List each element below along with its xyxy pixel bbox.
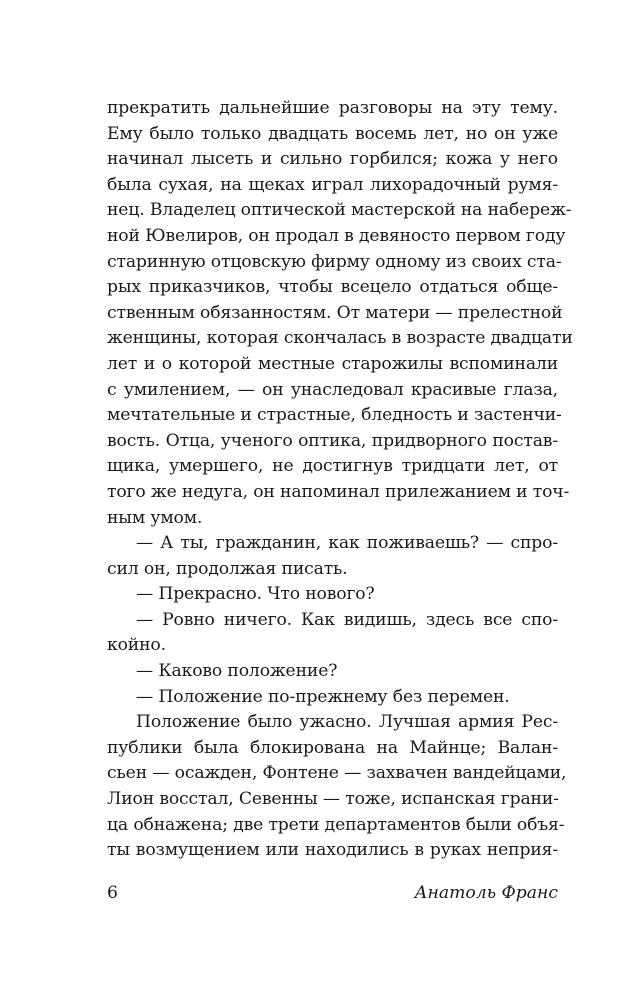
text-line: женщины, которая скончалась в возрасте двадцати — [107, 328, 573, 349]
page-number: 6 — [107, 883, 118, 903]
text-line: публики была блокирована на Майнце; Валан- — [107, 737, 558, 758]
text-line: мечтательные и страстные, бледность и застенчи- — [107, 405, 562, 426]
text-line: Лион восстал, Севенны — тоже, испанская грани- — [107, 789, 559, 810]
text-line: сьен — осажден, Фонтене — захвачен вандейцами, — [107, 763, 567, 784]
running-head-author: Анатоль Франс — [414, 883, 558, 903]
text-line: сил он, продолжая писать. — [107, 558, 348, 579]
text-line: — А ты, гражданин, как поживаешь? — спро- — [136, 533, 558, 554]
text-line: лет и о которой местные старожилы вспоминали — [107, 353, 558, 374]
text-line: — Каково положение? — [136, 661, 338, 682]
text-line: щика, умершего, не достигнув тридцати лет, от — [107, 456, 558, 477]
text-line: рых приказчиков, чтобы всецело отдаться обще- — [107, 277, 558, 298]
text-line: — Прекрасно. Что нового? — [136, 584, 375, 605]
text-line: Ему было только двадцать восемь лет, но он уже — [107, 123, 558, 144]
text-line: — Ровно ничего. Как видишь, здесь все спо- — [136, 609, 558, 630]
text-line: ты возмущением или находились в руках неприя- — [107, 840, 558, 861]
text-line: ным умом. — [107, 507, 203, 528]
text-line: ственным обязанностям. От матери — прелестной — [107, 302, 563, 323]
text-line: прекратить дальнейшие разговоры на эту тему. — [107, 98, 558, 118]
text-line: начинал лысеть и сильно горбился; кожа у него — [107, 149, 558, 170]
text-line: нец. Владелец оптической мастерской на набереж- — [107, 200, 572, 221]
body-text — [107, 96, 573, 864]
text-line: ца обнажена; две трети департаментов были объя- — [107, 814, 565, 835]
text-line: с умилением, — он унаследовал красивые глаза, — [107, 379, 558, 400]
text-line: ной Ювелиров, он продал в девяносто первом году — [107, 225, 566, 246]
text-line: Положение было ужасно. Лучшая армия Рес- — [136, 712, 558, 733]
text-line: вость. Отца, ученого оптика, придворного постав- — [107, 430, 558, 451]
text-line: была сухая, на щеках играл лихорадочный румя- — [107, 174, 558, 195]
text-line: — Положение по-прежнему без перемен. — [136, 686, 510, 707]
text-line: того же недуга, он напоминал прилежанием и точ- — [107, 481, 570, 502]
page-footer — [107, 883, 558, 907]
text-line: койно. — [107, 635, 166, 656]
text-line: старинную отцовскую фирму одному из своих ста- — [107, 251, 562, 272]
